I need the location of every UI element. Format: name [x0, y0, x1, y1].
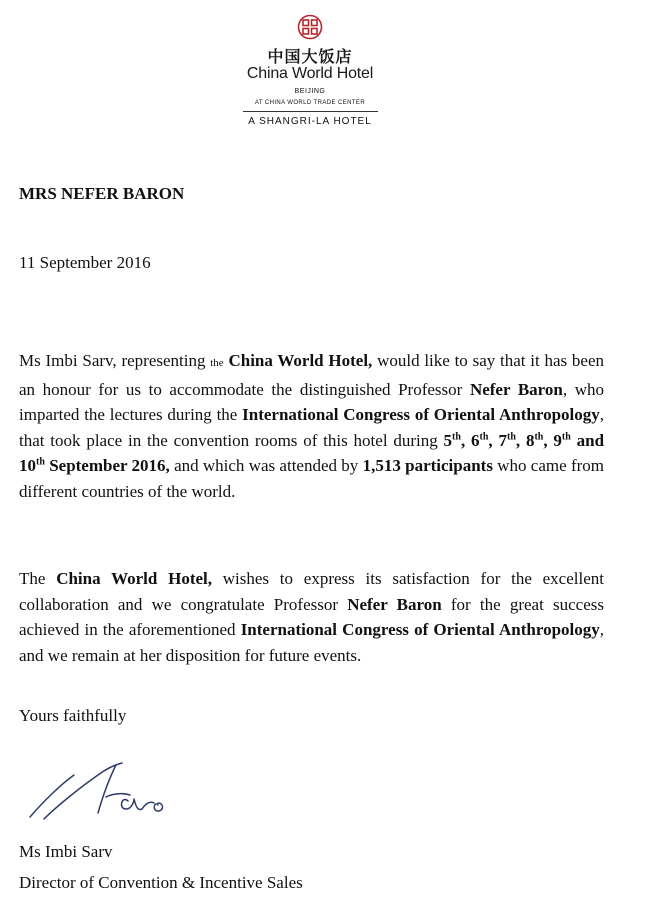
hotel-name: China World Hotel — [246, 65, 374, 82]
p1-text-2: would like to say that it has been an honour for us to accommodate the distinguished Professor — [19, 351, 604, 399]
letterhead — [0, 0, 649, 140]
signer-title: Director of Convention & Incentive Sales — [19, 873, 303, 892]
p1-text-5: and which was attended by — [169, 456, 363, 475]
p2-text-1: The — [19, 569, 57, 588]
recipient-name: MRS NEFER BARON — [19, 184, 185, 203]
signer-name: Ms Imbi Sarv — [19, 842, 113, 861]
p2-text-4: , and we remain at her disposition for future events. — [19, 620, 604, 665]
p2-text-2: wishes to express its satisfaction for the excellent collaboration and we congratulate Professor — [19, 569, 604, 614]
p2-text-3: for the great success achieved in the aforementioned — [19, 594, 604, 639]
p1-the: the — [210, 357, 224, 369]
p1-professor-name: Nefer Baron — [469, 379, 563, 399]
handwritten-signature-icon — [22, 755, 192, 825]
date-suffix: th — [561, 430, 571, 442]
body-paragraph-1 — [19, 348, 604, 504]
closing-salutation: Yours faithfully — [19, 706, 127, 725]
date-day: 9 — [553, 430, 562, 450]
p1-text-1: Ms Imbi Sarv, representing — [19, 351, 211, 370]
hotel-tagline: A SHANGRI-LA HOTEL — [248, 116, 372, 127]
date-sep: , — [460, 430, 472, 450]
date-day: 7 — [498, 430, 507, 450]
shangri-la-seal-icon — [297, 14, 323, 40]
p1-hotel-name: China World Hotel, — [228, 351, 373, 370]
p1-text-3: , who imparted the lectures during the — [19, 379, 604, 424]
p1-participants: 1,513 participants — [362, 456, 493, 475]
date-day: 6 — [471, 430, 480, 450]
p2-professor-name: Nefer Baron — [347, 594, 442, 614]
date-suffix: th — [36, 456, 45, 468]
date-sep: , — [488, 430, 499, 450]
p2-hotel-name: China World Hotel, — [56, 569, 213, 588]
chinese-hotel-name: 中国大饭店 — [267, 47, 353, 66]
date-suffix: th — [479, 430, 489, 442]
date-suffix: th — [506, 430, 516, 442]
p1-text-4: , that took place in the convention rooms of this hotel during — [19, 405, 605, 450]
date-sep: , — [543, 430, 554, 450]
p1-congress-name: International Congress of Oriental Anthropology — [242, 405, 600, 424]
p1-text-6: who came from different countries of the world. — [19, 456, 604, 501]
date-day: 10 — [19, 456, 36, 475]
date-and: and — [570, 430, 605, 450]
date-day: 5 — [443, 430, 453, 450]
hotel-city: BEIJING — [294, 88, 326, 95]
body-paragraph-2 — [19, 566, 604, 668]
letterhead-divider — [243, 111, 378, 112]
date-suffix: th — [534, 430, 544, 442]
date-month-year: September 2016, — [44, 456, 170, 475]
date-suffix: th — [452, 430, 461, 442]
date-day: 8 — [525, 430, 535, 450]
hotel-location: AT CHINA WORLD TRADE CENTER — [254, 100, 366, 106]
p2-congress-name: International Congress of Oriental Anthropology — [240, 620, 600, 639]
date-sep: , — [515, 430, 526, 450]
letter-date: 11 September 2016 — [19, 253, 151, 272]
